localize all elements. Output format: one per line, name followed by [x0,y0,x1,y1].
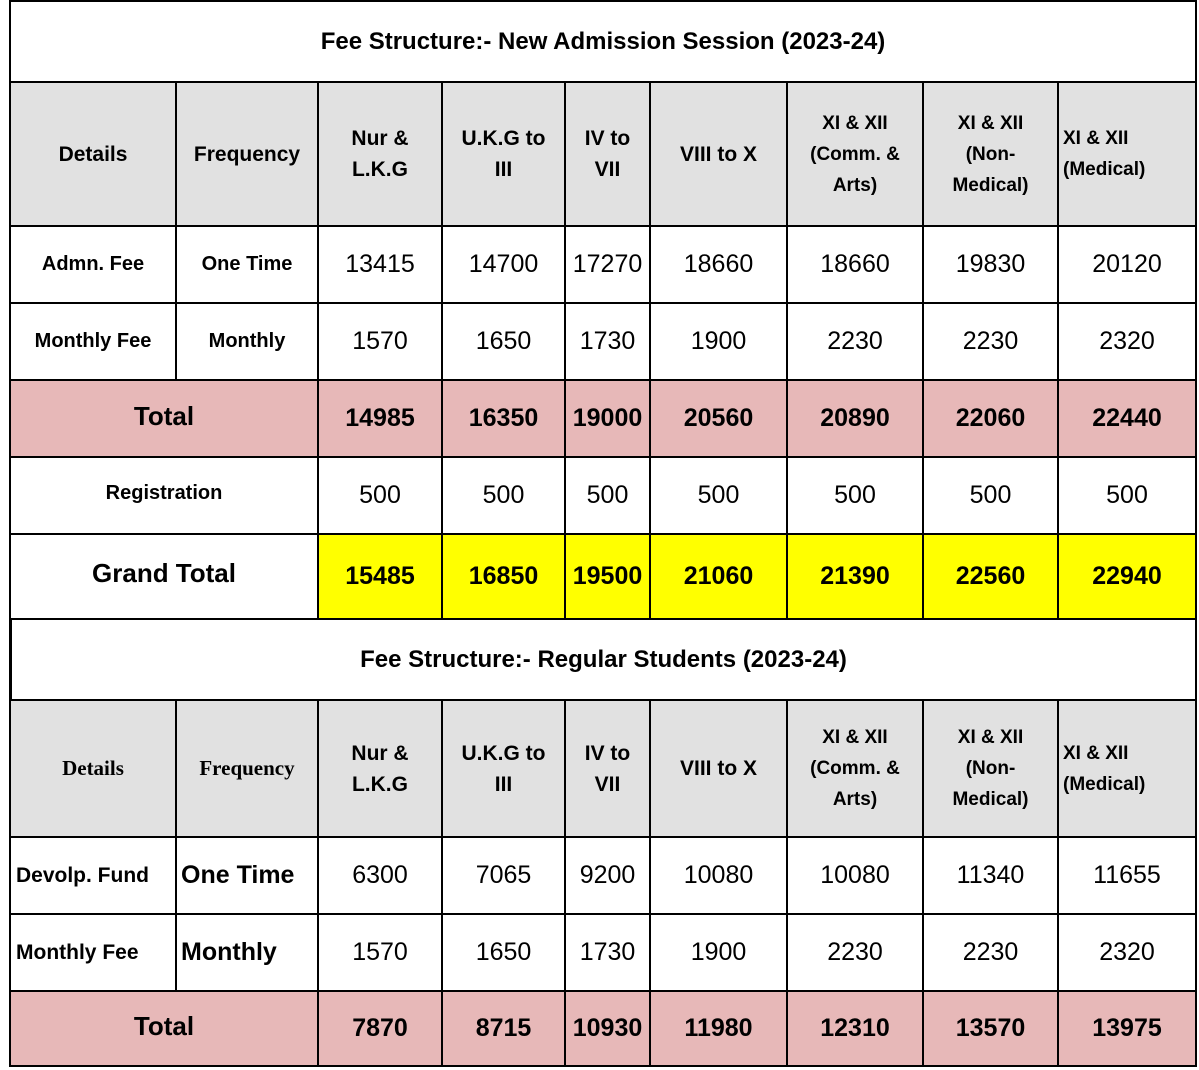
header-class-iv-vii: IV to VII [564,81,651,227]
registration-value: 500 [441,456,566,535]
fee-value: 1900 [649,302,788,381]
fee-value: 18660 [786,225,924,304]
total-value: 14985 [317,379,443,458]
fee-value: 10080 [649,836,788,915]
header-class-nur-lkg: Nur & L.K.G [317,81,443,227]
fee-value: 1650 [441,913,566,992]
grand-total-value: 19500 [564,533,651,620]
registration-value: 500 [786,456,924,535]
fee-value: 2320 [1057,302,1197,381]
header-class-viii-x: VIII to X [649,81,788,227]
total-value: 20890 [786,379,924,458]
fee-value: 14700 [441,225,566,304]
row-label-monthly-fee: Monthly Fee [9,302,177,381]
fee-value: 7065 [441,836,566,915]
fee-value: 2230 [786,913,924,992]
fee-value: 1730 [564,302,651,381]
grand-total-value: 16850 [441,533,566,620]
row-frequency: One Time [175,836,319,915]
fee-value: 11655 [1057,836,1197,915]
header-class-iv-vii: IV to VII [564,699,651,838]
total-value: 12310 [786,990,924,1067]
registration-value: 500 [922,456,1059,535]
fee-value: 2230 [922,302,1059,381]
total-value: 11980 [649,990,788,1067]
fee-value: 1570 [317,302,443,381]
total-label: Total [9,379,319,458]
header-class-nur-lkg: Nur & L.K.G [317,699,443,838]
header-class-xi-xii-non-medical: XI & XII (Non- Medical) [922,699,1059,838]
fee-value: 18660 [649,225,788,304]
registration-value: 500 [564,456,651,535]
total-value: 10930 [564,990,651,1067]
header-details: Details [9,81,177,227]
total-label: Total [9,990,319,1067]
fee-value: 11340 [922,836,1059,915]
fee-value: 1900 [649,913,788,992]
row-frequency: One Time [175,225,319,304]
new-admission-title: Fee Structure:- New Admission Session (2023-24) [9,0,1197,83]
header-class-xi-xii-comm-arts: XI & XII (Comm. & Arts) [786,699,924,838]
total-value: 8715 [441,990,566,1067]
header-class-ukg-iii: U.K.G to III [441,81,566,227]
fee-value: 17270 [564,225,651,304]
registration-label: Registration [9,456,319,535]
total-value: 20560 [649,379,788,458]
registration-value: 500 [649,456,788,535]
total-value: 22440 [1057,379,1197,458]
grand-total-label: Grand Total [9,533,319,620]
fee-value: 9200 [564,836,651,915]
fee-value: 2230 [786,302,924,381]
fee-value: 1570 [317,913,443,992]
row-frequency: Monthly [175,302,319,381]
header-class-viii-x: VIII to X [649,699,788,838]
row-label-development-fund: Devolp. Fund [9,836,177,915]
row-label-monthly-fee: Monthly Fee [9,913,177,992]
header-class-xi-xii-comm-arts: XI & XII (Comm. & Arts) [786,81,924,227]
total-value: 13570 [922,990,1059,1067]
fee-value: 2320 [1057,913,1197,992]
fee-value: 19830 [922,225,1059,304]
fee-value: 1650 [441,302,566,381]
header-details: Details [9,699,177,838]
fee-value: 2230 [922,913,1059,992]
header-frequency: Frequency [175,81,319,227]
total-value: 13975 [1057,990,1197,1067]
header-class-ukg-iii: U.K.G to III [441,699,566,838]
fee-value: 13415 [317,225,443,304]
grand-total-value: 22940 [1057,533,1197,620]
header-class-xi-xii-medical: XI & XII (Medical) [1057,81,1197,227]
grand-total-value: 22560 [922,533,1059,620]
grand-total-value: 15485 [317,533,443,620]
regular-students-title: Fee Structure:- Regular Students (2023-24) [9,618,1197,701]
fee-value: 1730 [564,913,651,992]
total-value: 7870 [317,990,443,1067]
header-class-xi-xii-medical: XI & XII (Medical) [1057,699,1197,838]
total-value: 19000 [564,379,651,458]
fee-value: 6300 [317,836,443,915]
header-frequency: Frequency [175,699,319,838]
row-frequency: Monthly [175,913,319,992]
registration-value: 500 [317,456,443,535]
row-label-admission-fee: Admn. Fee [9,225,177,304]
header-class-xi-xii-non-medical: XI & XII (Non- Medical) [922,81,1059,227]
grand-total-value: 21390 [786,533,924,620]
fee-value: 20120 [1057,225,1197,304]
total-value: 16350 [441,379,566,458]
registration-value: 500 [1057,456,1197,535]
grand-total-value: 21060 [649,533,788,620]
fee-value: 10080 [786,836,924,915]
total-value: 22060 [922,379,1059,458]
